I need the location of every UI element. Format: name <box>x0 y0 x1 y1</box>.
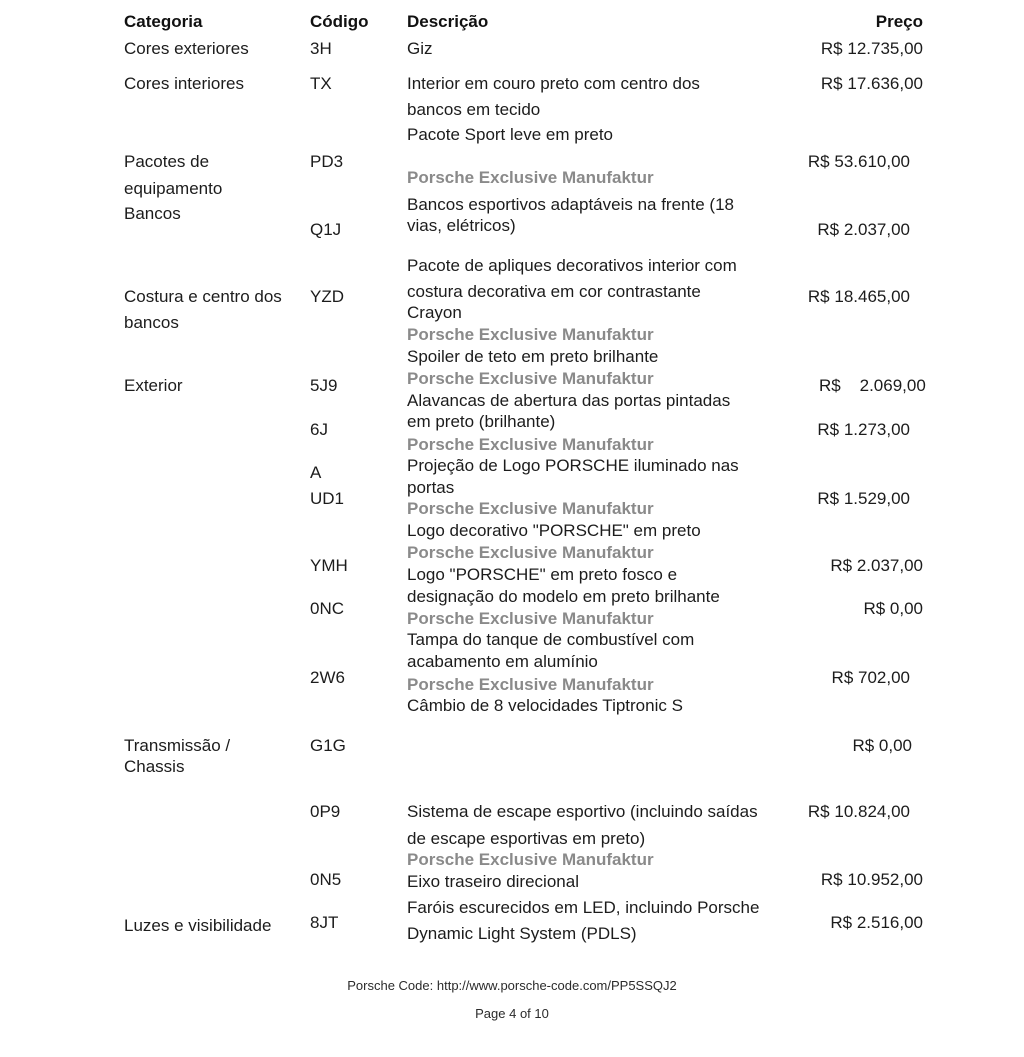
row-descricao: Pacote Sport leve em preto <box>407 125 614 144</box>
row-preco: R$ 18.465,00 <box>807 287 910 306</box>
row-descricao: Tampa do tanque de combustível com <box>407 630 695 649</box>
row-preco: R$ 2.069,00 <box>819 376 926 395</box>
row-codigo: Q1J <box>310 220 342 239</box>
exclusive-label: Porsche Exclusive Manufaktur <box>407 543 654 562</box>
row-descricao: Spoiler de teto em preto brilhante <box>407 347 659 366</box>
exclusive-label: Porsche Exclusive Manufaktur <box>407 609 654 628</box>
porsche-code-link[interactable]: http://www.porsche-code.com/PP5SSQJ2 <box>436 978 677 993</box>
row-preco: R$ 1.529,00 <box>817 489 910 508</box>
row-codigo: YZD <box>310 287 344 306</box>
row-categoria: Pacotes de <box>124 152 210 171</box>
row-descricao-cont: de escape esportivas em preto) <box>407 829 646 848</box>
row-codigo: 0NC <box>310 599 345 618</box>
row-preco: R$ 10.952,00 <box>820 870 923 889</box>
exclusive-label: Porsche Exclusive Manufaktur <box>407 435 654 454</box>
row-descricao-cont: portas <box>407 478 455 497</box>
row-categoria: Luzes e visibilidade <box>124 916 272 935</box>
row-descricao: Alavancas de abertura das portas pintadas <box>407 391 731 410</box>
row-descricao-cont: bancos em tecido <box>407 100 541 119</box>
exclusive-label: Porsche Exclusive Manufaktur <box>407 168 654 187</box>
exclusive-label: Porsche Exclusive Manufaktur <box>407 499 654 518</box>
row-categoria: Transmissão / <box>124 736 231 755</box>
col-header-preco: Preço <box>875 12 923 31</box>
row-preco: R$ 0,00 <box>863 599 923 618</box>
exclusive-label: Porsche Exclusive Manufaktur <box>407 850 654 869</box>
row-preco: R$ 2.516,00 <box>830 913 923 932</box>
row-categoria: Cores interiores <box>124 74 244 93</box>
row-codigo: 6J <box>310 420 328 439</box>
row-codigo: 2W6 <box>310 668 345 687</box>
row-descricao: Logo decorativo "PORSCHE" em preto <box>407 521 701 540</box>
row-preco: R$ 17.636,00 <box>820 74 923 93</box>
row-descricao-cont: Dynamic Light System (PDLS) <box>407 924 637 943</box>
page-number: Page 4 of 10 <box>475 1006 549 1021</box>
row-descricao: Faróis escurecidos em LED, incluindo Porsche <box>407 898 760 917</box>
row-descricao: Bancos esportivos adaptáveis na frente (18 <box>407 195 734 214</box>
row-preco: R$ 702,00 <box>831 668 910 687</box>
row-preco: R$ 12.735,00 <box>820 39 923 58</box>
row-descricao: Logo "PORSCHE" em preto fosco e <box>407 565 678 584</box>
row-categoria: Bancos <box>124 204 181 223</box>
row-preco: R$ 53.610,00 <box>807 152 910 171</box>
row-preco: R$ 2.037,00 <box>830 556 923 575</box>
row-categoria: Costura e centro dos <box>124 287 282 306</box>
row-codigo: TX <box>310 74 332 93</box>
row-descricao-cont: em preto (brilhante) <box>407 412 556 431</box>
row-codigo: G1G <box>310 736 346 755</box>
row-descricao-cont: costura decorativa em cor contrastante <box>407 282 701 301</box>
row-descricao: Pacote de apliques decorativos interior com <box>407 256 737 275</box>
row-codigo: 3H <box>310 39 332 58</box>
row-codigo-cont: UD1 <box>310 489 345 508</box>
row-preco: R$ 0,00 <box>852 736 912 755</box>
row-descricao: Eixo traseiro direcional <box>407 872 579 891</box>
col-header-categoria: Categoria <box>124 12 203 31</box>
row-codigo: 8JT <box>310 913 339 932</box>
row-descricao: Sistema de escape esportivo (incluindo saídas <box>407 802 758 821</box>
row-preco: R$ 1.273,00 <box>817 420 910 439</box>
row-categoria: Cores exteriores <box>124 39 249 58</box>
row-descricao: Giz <box>407 39 433 58</box>
row-descricao-cont: Crayon <box>407 303 462 322</box>
row-codigo: PD3 <box>310 152 344 171</box>
row-preco: R$ 10.824,00 <box>807 802 910 821</box>
exclusive-label: Porsche Exclusive Manufaktur <box>407 325 654 344</box>
row-descricao-cont: acabamento em alumínio <box>407 652 598 671</box>
row-categoria-cont: equipamento <box>124 179 223 198</box>
row-categoria-cont: Chassis <box>124 757 185 776</box>
row-codigo: A <box>310 463 322 482</box>
row-descricao: Câmbio de 8 velocidades Tiptronic S <box>407 696 683 715</box>
porsche-code-line <box>0 978 1024 993</box>
row-descricao-cont: designação do modelo em preto brilhante <box>407 587 720 606</box>
col-header-descricao: Descrição <box>407 12 489 31</box>
exclusive-label: Porsche Exclusive Manufaktur <box>407 675 654 694</box>
row-categoria: Exterior <box>124 376 183 395</box>
row-codigo: YMH <box>310 556 348 575</box>
row-preco: R$ 2.037,00 <box>817 220 910 239</box>
row-descricao: Projeção de Logo PORSCHE iluminado nas <box>407 456 739 475</box>
row-descricao: Interior em couro preto com centro dos <box>407 74 700 93</box>
porsche-code-label: Porsche Code: <box>347 978 434 993</box>
row-descricao-cont: vias, elétricos) <box>407 216 516 235</box>
row-codigo: 5J9 <box>310 376 338 395</box>
row-categoria-cont: bancos <box>124 313 179 332</box>
exclusive-label: Porsche Exclusive Manufaktur <box>407 369 654 388</box>
row-codigo: 0N5 <box>310 870 342 889</box>
col-header-codigo: Código <box>310 12 369 31</box>
row-codigo: 0P9 <box>310 802 341 821</box>
